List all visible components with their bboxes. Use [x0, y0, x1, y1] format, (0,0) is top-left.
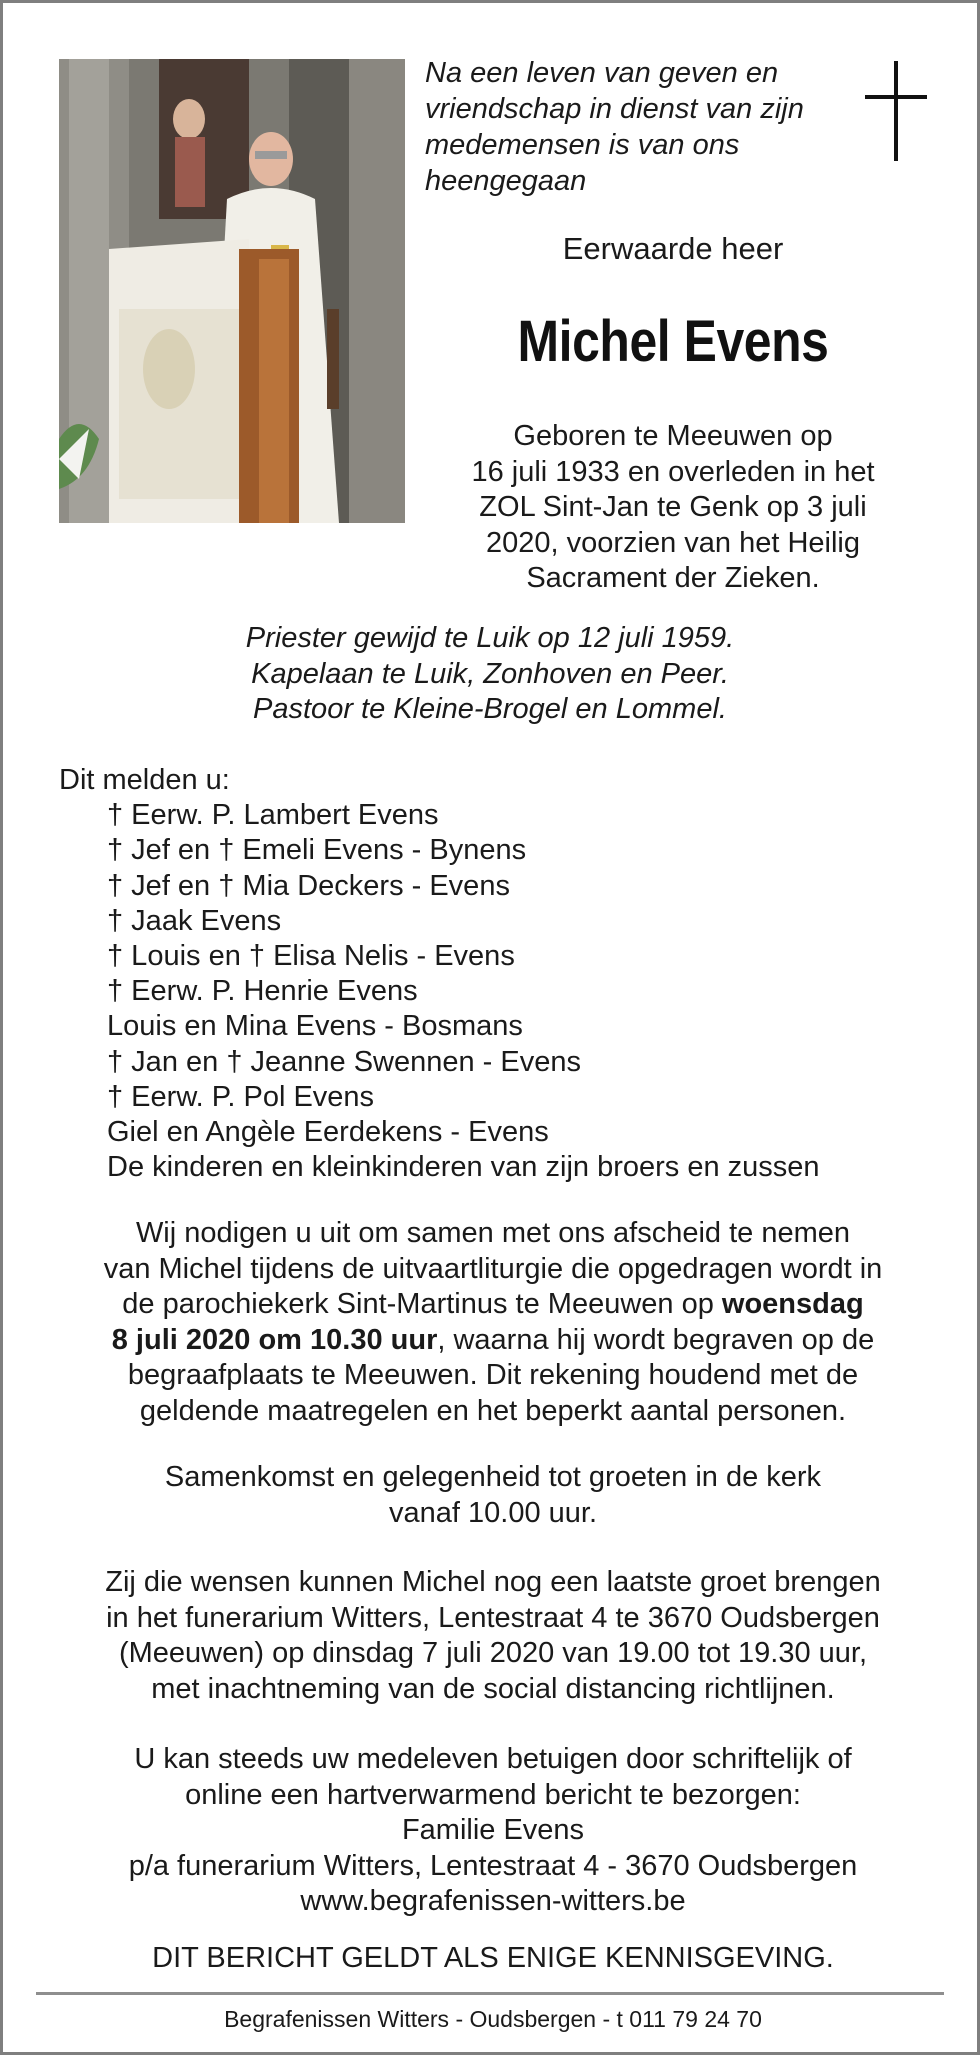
career-line: Priester gewijd te Luik op 12 juli 1959. — [245, 622, 735, 654]
funeral-date-time: 8 juli 2020 om 10.30 uur — [111, 1323, 438, 1356]
family-member: † Jef en † Mia Deckers - Evens — [107, 869, 510, 902]
family-member: † Eerw. P. Henrie Evens — [107, 975, 418, 1008]
intro-line: medemensen is van ons — [425, 129, 740, 161]
career-text — [59, 621, 921, 728]
intro-line: vriendschap in dienst van zijn — [425, 93, 804, 125]
funeral-line: van Michel tijdens de uitvaartliturgie die opgedragen wordt in — [103, 1252, 883, 1285]
family-member: † Eerw. P. Lambert Evens — [107, 799, 439, 832]
visitation-text — [43, 1565, 943, 1707]
funeral-invitation — [43, 1216, 943, 1429]
birth-line: Sacrament der Zieken. — [526, 562, 820, 594]
honorific: Eerwaarde heer — [562, 231, 784, 266]
condolence-line: U kan steeds uw medeleven betuigen door schriftelijk of — [134, 1743, 852, 1775]
condolence-text — [43, 1742, 943, 1920]
footer-text: Begrafenissen Witters - Oudsbergen - t 011 79 24 70 — [224, 2006, 762, 2032]
career-line: Pastoor te Kleine-Brogel en Lommel. — [253, 693, 727, 725]
family-list — [59, 798, 939, 1185]
birth-line: Geboren te Meeuwen op — [513, 420, 833, 452]
birth-line: 2020, voorzien van het Heilig — [485, 526, 860, 559]
condolence-url: www.begrafenissen-witters.be — [300, 1885, 686, 1917]
deceased-name: Michel Evens — [517, 309, 829, 374]
gathering-line: Samenkomst en gelegenheid tot groeten in de kerk — [164, 1461, 822, 1493]
family-member: † Jef en † Emeli Evens - Bynens — [107, 834, 527, 867]
funeral-line — [43, 1287, 943, 1323]
funeral-line — [43, 1323, 943, 1359]
birth-death-text — [423, 419, 923, 597]
funeral-day: woensdag — [721, 1288, 864, 1320]
intro-line: Na een leven van geven en — [425, 57, 779, 89]
priest-at-lectern-image — [59, 59, 405, 523]
family-member: Giel en Angèle Eerdekens - Evens — [107, 1116, 549, 1149]
footer-divider — [36, 1992, 944, 1995]
intro-line: heengegaan — [425, 165, 587, 197]
funeral-line-text: de parochiekerk Sint-Martinus te Meeuwen op — [122, 1288, 722, 1320]
visit-line: Zij die wensen kunnen Michel nog een laatste groet brengen — [105, 1566, 881, 1598]
gathering-line: vanaf 10.00 uur. — [389, 1496, 597, 1529]
family-member: † Jan en † Jeanne Swennen - Evens — [107, 1045, 581, 1078]
career-line: Kapelaan te Luik, Zonhoven en Peer. — [251, 657, 729, 690]
announce-lead: Dit melden u: — [59, 764, 230, 796]
notice-text: DIT BERICHT GELDT ALS ENIGE KENNISGEVING. — [152, 1942, 834, 1974]
gathering-text — [43, 1460, 943, 1531]
visit-line: in het funerarium Witters, Lentestraat 4 te 3670 Oudsbergen — [106, 1601, 880, 1634]
condolence-line: Familie Evens — [401, 1814, 585, 1846]
cross-icon — [865, 61, 927, 161]
family-member: Louis en Mina Evens - Bosmans — [107, 1010, 523, 1043]
birth-line: ZOL Sint-Jan te Genk op 3 juli — [479, 491, 867, 523]
funeral-line: begraafplaats te Meeuwen. Dit rekening houdend met de — [127, 1359, 859, 1391]
condolence-line: online een hartverwarmend bericht te bezorgen: — [185, 1778, 801, 1811]
visit-line: (Meeuwen) op dinsdag 7 juli 2020 van 19.00 tot 19.30 uur, — [118, 1637, 868, 1669]
portrait-photo — [59, 59, 405, 523]
funeral-line: Wij nodigen u uit om samen met ons afscheid te nemen — [135, 1217, 851, 1249]
intro-text — [425, 55, 845, 199]
funeral-line: geldende maatregelen en het beperkt aantal personen. — [139, 1394, 847, 1427]
family-announcement — [59, 763, 939, 1185]
funeral-line-text: , waarna hij wordt begraven op de — [437, 1323, 875, 1356]
visit-line: met inachtneming van de social distancing richtlijnen. — [151, 1672, 835, 1705]
birth-line: 16 juli 1933 en overleden in het — [471, 455, 875, 488]
family-member: De kinderen en kleinkinderen van zijn broers en zussen — [107, 1151, 820, 1184]
family-member: † Eerw. P. Pol Evens — [107, 1080, 375, 1113]
family-member: † Jaak Evens — [107, 904, 282, 937]
condolence-line: p/a funerarium Witters, Lentestraat 4 - 3670 Oudsbergen — [128, 1849, 858, 1882]
family-member: † Louis en † Elisa Nelis - Evens — [107, 940, 515, 973]
